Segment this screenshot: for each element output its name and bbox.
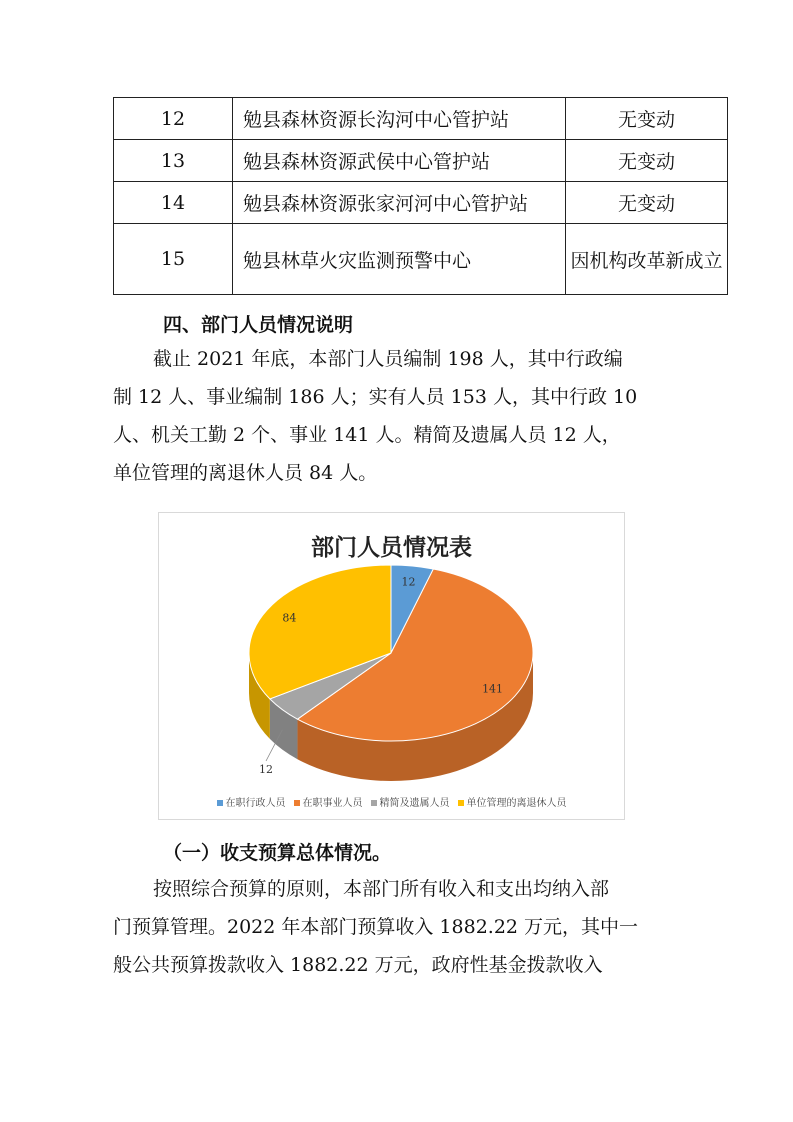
legend-label: 精简及遗属人员 <box>379 798 450 809</box>
status-cell: 因机构改革新成立 <box>566 224 728 295</box>
chart-legend <box>159 794 624 809</box>
chart-title: 部门人员情况表 <box>311 535 472 561</box>
unit-name-cell: 勉县林草火灾监测预警中心 <box>233 224 566 295</box>
paragraph-line: 截止 2021 年底，本部门人员编制 198 人，其中行政编 <box>153 348 623 370</box>
table-row <box>114 224 728 295</box>
legend-item <box>294 794 363 809</box>
data-label-2: 12 <box>259 763 273 776</box>
data-label-0: 12 <box>401 575 416 589</box>
unit-name-cell: 勉县森林资源武侯中心管护站 <box>233 140 566 182</box>
unit-change-table <box>113 97 728 295</box>
legend-swatch <box>371 800 377 806</box>
table-row <box>114 98 728 140</box>
budget-paragraph <box>113 870 673 984</box>
data-label-1: 141 <box>482 682 504 696</box>
section-heading-budget: （一）收支预算总体情况。 <box>163 842 392 864</box>
paragraph-line: 般公共预算拨款收入 1882.22 万元，政府性基金拨款收入 <box>113 954 603 976</box>
row-number-cell: 12 <box>114 98 233 140</box>
paragraph-line: 按照综合预算的原则，本部门所有收入和支出均纳入部 <box>153 878 610 900</box>
paragraph-line: 单位管理的离退休人员 84 人。 <box>113 462 378 484</box>
legend-item <box>458 794 567 809</box>
status-cell: 无变动 <box>566 182 728 224</box>
row-number-cell: 15 <box>114 224 233 295</box>
row-number-cell: 13 <box>114 140 233 182</box>
data-label-3: 84 <box>282 611 297 625</box>
row-number-cell: 14 <box>114 182 233 224</box>
pie-chart-canvas <box>159 513 624 819</box>
legend-label: 在职行政人员 <box>225 798 286 809</box>
legend-swatch <box>294 800 300 806</box>
status-cell: 无变动 <box>566 98 728 140</box>
unit-name-cell: 勉县森林资源长沟河中心管护站 <box>233 98 566 140</box>
table-row <box>114 140 728 182</box>
paragraph-line: 制 12 人、事业编制 186 人；实有人员 153 人，其中行政 10 <box>113 386 638 408</box>
legend-swatch <box>458 800 464 806</box>
paragraph-line: 人、机关工勤 2 个、事业 141 人。精简及遗属人员 12 人， <box>113 424 621 446</box>
personnel-pie-chart <box>158 512 625 820</box>
legend-item <box>217 794 286 809</box>
legend-label: 在职事业人员 <box>302 798 363 809</box>
table-row <box>114 182 728 224</box>
paragraph-line: 门预算管理。2022 年本部门预算收入 1882.22 万元，其中一 <box>113 916 639 938</box>
personnel-paragraph <box>113 340 673 492</box>
unit-name-cell: 勉县森林资源张家河河中心管护站 <box>233 182 566 224</box>
legend-swatch <box>217 800 223 806</box>
legend-label: 单位管理的离退休人员 <box>466 798 567 809</box>
status-cell: 无变动 <box>566 140 728 182</box>
section-heading-personnel: 四、部门人员情况说明 <box>163 314 354 336</box>
legend-item <box>371 794 450 809</box>
